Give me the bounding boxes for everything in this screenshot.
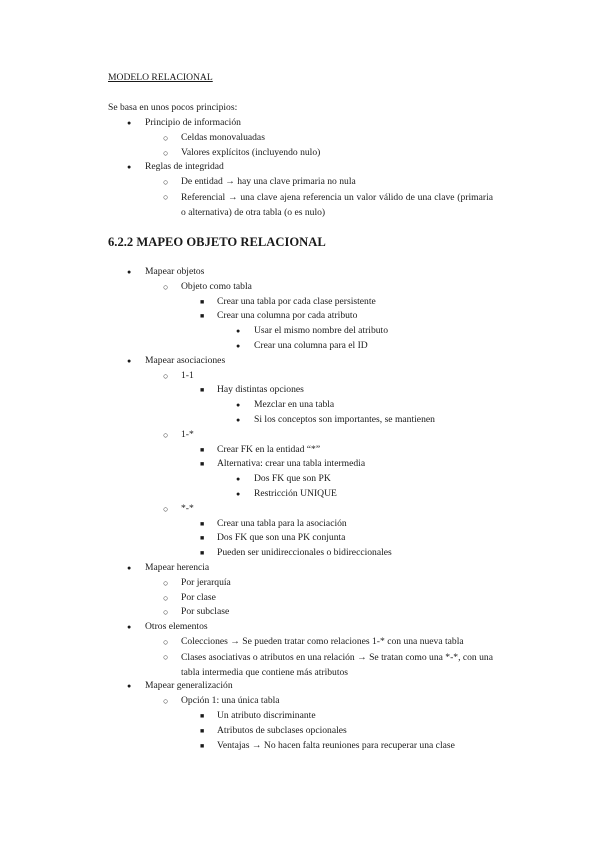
- bullet-icon: ■: [200, 460, 205, 469]
- bullet-icon: ●: [127, 163, 132, 172]
- bullet-icon: ■: [200, 549, 205, 558]
- list-item-level-2: Clases asociativas o atributos en una relación → Se tratan como una *-*, con una tabla intermedia que contiene más atributos: [181, 651, 493, 678]
- model-heading: MODELO RELACIONAL: [108, 72, 213, 83]
- bullet-icon: ○: [163, 637, 169, 647]
- bullet-icon: ○: [163, 281, 169, 292]
- bullet-icon: ○: [163, 592, 169, 603]
- bullet-icon: ●: [236, 342, 241, 350]
- list-item-level-2: Celdas monovaluadas: [181, 131, 265, 143]
- list-item-level-3: Ventajas → No hacen falta reuniones para recuperar una clase: [217, 739, 455, 751]
- list-item-level-2: 1-*: [181, 428, 194, 440]
- bullet-icon: ●: [127, 119, 132, 127]
- bullet-icon: ○: [163, 577, 169, 588]
- bullet-icon: ■: [200, 297, 205, 306]
- list-item-level-3: Atributos de subclases opcionales: [217, 724, 347, 736]
- list-item-level-3: Dos FK que son una PK conjunta: [217, 532, 346, 544]
- list-item-level-1: Mapear herencia: [145, 562, 210, 573]
- list-item-level-4: Crear una columna para el ID: [254, 340, 368, 351]
- bullet-icon: ■: [200, 726, 205, 735]
- list-item-level-2: 1-1: [181, 369, 194, 381]
- list-item-level-2: Opción 1: una única tabla: [181, 695, 280, 707]
- list-item-level-2: Colecciones → Se pueden tratar como relaciones 1-* con una nueva tabla: [181, 636, 464, 647]
- bullet-icon: ■: [200, 519, 205, 528]
- list-item-level-1: Mapear generalización: [145, 680, 233, 692]
- section-heading: 6.2.2 MAPEO OBJETO RELACIONAL: [108, 235, 326, 249]
- list-item-level-3: Crear FK en la entidad “*”: [217, 443, 321, 455]
- bullet-icon: ●: [236, 490, 241, 498]
- list-item-level-1: Reglas de integridad: [145, 161, 224, 173]
- bullet-icon: ●: [236, 416, 241, 424]
- list-item-level-2: De entidad → hay una clave primaria no nula: [181, 176, 356, 188]
- list-item-level-1: Mapear objetos: [145, 266, 205, 277]
- list-item-level-2: Referencial → una clave ajena referencia un valor válido de una clave (primaria o alternativa) de otra tabla (o es nulo): [181, 192, 493, 218]
- bullet-icon: ■: [200, 741, 205, 750]
- list-item-level-4: Dos FK que son PK: [254, 473, 331, 485]
- bullet-icon: ○: [163, 696, 169, 707]
- list-item-level-3: Pueden ser unidireccionales o bidireccionales: [217, 547, 392, 559]
- list-item-level-4: Mezclar en una tabla: [254, 399, 335, 411]
- list-item-level-3: Alternativa: crear una tabla intermedia: [217, 458, 366, 470]
- bullet-icon: ●: [127, 356, 132, 365]
- bullet-icon: ■: [200, 312, 205, 321]
- list-item-level-4: Usar el mismo nombre del atributo: [254, 325, 389, 337]
- bullet-icon: ●: [127, 268, 132, 276]
- bullet-icon: ●: [236, 475, 241, 484]
- bullet-icon: ○: [163, 147, 169, 158]
- list-item-level-2: Por clase: [181, 591, 216, 603]
- bullet-icon: ■: [200, 534, 205, 543]
- list-item-level-2: Valores explícitos (incluyendo nulo): [181, 146, 321, 158]
- list-item-level-1: Otros elementos: [145, 621, 208, 633]
- list-item-level-4: Si los conceptos son importantes, se mantienen: [254, 414, 435, 425]
- bullet-icon: ■: [200, 386, 205, 395]
- intro-text: Se basa en unos pocos principios:: [108, 102, 238, 113]
- list-item-level-3: Hay distintas opciones: [217, 384, 304, 396]
- list-item-level-3: Crear una columna por cada atributo: [217, 310, 358, 322]
- list-item-level-1: Principio de información: [145, 117, 241, 128]
- list-item-level-2: Por jerarquía: [181, 576, 231, 588]
- list-item-level-3: Crear una tabla para la asociación: [217, 517, 347, 529]
- list-item-level-1: Mapear asociaciones: [145, 354, 226, 366]
- bullet-icon: ●: [127, 623, 132, 632]
- list-item-level-4: Restricción UNIQUE: [254, 488, 337, 499]
- list-item-level-3: Crear una tabla por cada clase persistente: [217, 295, 376, 307]
- list-item-level-2: Objeto como tabla: [181, 280, 252, 292]
- bullet-icon: ○: [163, 192, 169, 202]
- bullet-icon: ○: [163, 177, 169, 188]
- bullet-icon: ○: [163, 370, 169, 381]
- list-item-level-3: Un atributo discriminante: [217, 710, 316, 721]
- bullet-icon: ○: [163, 132, 169, 143]
- list-item-level-2: *-*: [181, 502, 194, 514]
- bullet-icon: ■: [200, 712, 205, 720]
- bullet-icon: ○: [163, 503, 169, 514]
- bullet-icon: ○: [163, 651, 169, 662]
- bullet-icon: ●: [127, 564, 132, 572]
- bullet-icon: ○: [163, 429, 169, 440]
- bullet-icon: ○: [163, 607, 169, 618]
- bullet-icon: ●: [236, 401, 241, 410]
- list-item-level-2: Por subclase: [181, 606, 230, 618]
- bullet-icon: ●: [127, 682, 132, 691]
- bullet-icon: ■: [200, 445, 205, 454]
- bullet-icon: ●: [236, 327, 241, 336]
